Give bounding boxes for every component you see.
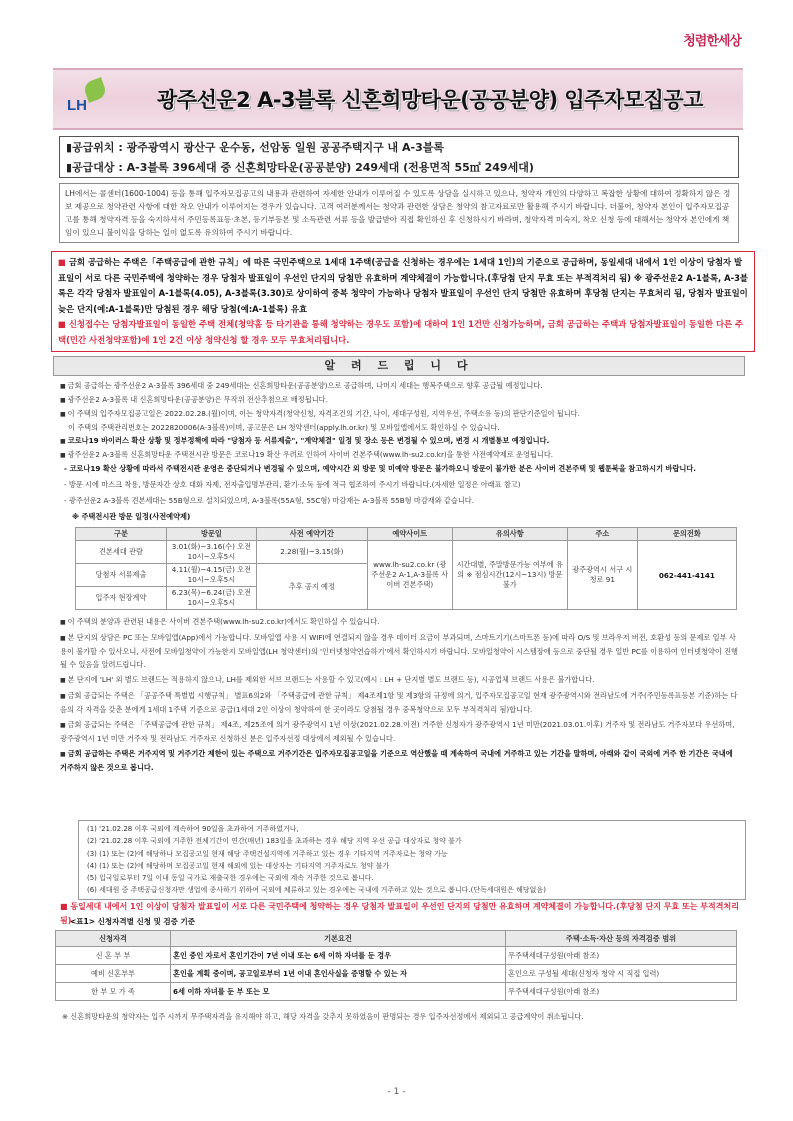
warning-3: ■ 동일세대 내에서 1인 이상이 당첨자 발표일이 서로 다른 국민주택에 청약하는 경우 당첨자 발표일이 우선인 단지의 당첨만 유효하며 계약체결이 가능합니다.(후당첨 단지 무효 또는 부적격처리 됨). xyxy=(60,902,739,925)
table-cell: 2.28(월)~3.15(화) xyxy=(256,541,367,564)
table-cell: 무주택세대구성원(아래 참조) xyxy=(506,947,737,965)
list-item: (2) '21.02.28 이후 국외에 거주한 전체기간이 연간(매년) 183일을 초과하는 경우 해당 지역 우선 공급 대상자로 청약 불가 xyxy=(87,837,462,846)
table-cell: 한 부 모 가 족 xyxy=(56,983,171,1001)
table-cell: 혼인을 계획 중이며, 공고일로부터 1년 이내 혼인사실을 증명할 수 있는 자 xyxy=(171,965,506,983)
table-cell: 6.23(목)~6.24(금) 오전10시~오후5시 xyxy=(166,587,256,610)
supply-info xyxy=(59,136,739,178)
list-item: (5) 입국일로부터 7일 이내 동일 국가로 재출국한 경우에는 국외에 계속 거주한 것으로 봅니다. xyxy=(87,874,374,883)
supply-location: ▮공급위치 : 광주광역시 광산구 운수동, 선암동 일원 공공주택지구 내 A-3블록 xyxy=(66,141,444,154)
table-cell: 추후 공지 예정 xyxy=(256,564,367,610)
list-item: ■ 금회 공급하는 광주선운2 A-3블록 396세대 중 249세대는 신혼희망타운(공공분양)으로 공급하며, 나머지 세대는 행복주택으로 향후 공급될 예정입니다. xyxy=(60,379,740,393)
notice-list xyxy=(60,379,740,523)
page-title: 광주선운2 A-3블록 신혼희망타운(공공분양) 입주자모집공고 xyxy=(157,88,703,112)
list-item: ■ 금회 공급하는 주택은 거주지역 및 거주기간 제한이 있는 주택으로 거주기간은 입주자모집공고일을 기준으로 역산했을 때 계속하여 국내에 거주하고 있는 기간을 말하며, 아래와 같이 국외에 거주 한 기간은 국내에 거주하지 않은 것으로 봅니다. xyxy=(60,747,740,774)
table-cell: 혼인 중인 자로서 혼인기간이 7년 이내 또는 6세 이하 자녀를 둔 경우 xyxy=(171,947,506,965)
integrity-logo: 청렴한세상 xyxy=(683,34,741,49)
table-cell: 4.11(월)~4.15(금) 오전10시~오후5시 xyxy=(166,564,256,587)
warning-box xyxy=(51,251,755,352)
table-header: 기본요건 xyxy=(171,931,506,947)
schedule-title: ※ 주택전시관 방문 일정(사전예약제) xyxy=(72,512,191,521)
table-cell: www.lh-su2.co.kr (광주선운2 A-1,A-3블록 사이버 견본주택) xyxy=(367,541,452,610)
list-item: ■ 금회 공급되는 주택은 「주택공급에 관한 규칙」 제4조, 제25조에 의거 광주광역시 1년 이상(2021.02.28.이전) 거주한 신청자가 광주광역시 1년 미만(2021.03.01.이후) 거주자 및 전라남도 거주자보다 우선하며, 광주광역시 1년 미만 거주자 및 전라남도 거주자로 신청하신 분은 입주자선정 대상에서 제외될 수 있습니다. xyxy=(60,718,740,745)
list-item: ■ 본 단지에 'LH' 외 별도 브랜드는 적용하지 않으나, LH를 제외한 서브 브랜드는 사용할 수 있고(예시 : LH + 단지별 별도 브랜드 등), 시공업체 브랜드 사용은 불가합니다. xyxy=(60,673,740,687)
page-number: - 1 - xyxy=(387,1087,406,1097)
table-cell: 광주광역시 서구 시청로 91 xyxy=(567,541,637,610)
list-item: ■ 광주선운2 A-3블록 신혼희망타운 주택전시관 방문은 코로나19 확산 우려로 인하여 사이버 견본주택(www.lh-su2.co.kr)을 통한 사전예약제로 운영됩니다. xyxy=(60,448,740,462)
table-cell: 혼인으로 구성될 세대(신청자 청약 시 직접 입력) xyxy=(506,965,737,983)
table-cell: 시간대별, 주말방문가능 여부에 유의 ※ 점심시간(12시~13시) 방문 불가 xyxy=(452,541,567,610)
table-cell: 입주자 현장계약 xyxy=(76,587,167,610)
table-cell: 신 혼 부 부 xyxy=(56,947,171,965)
table-cell: 6세 이하 자녀를 둔 부 또는 모 xyxy=(171,983,506,1001)
consult-notice: LH에서는 콜센터(1600-1004) 등을 통해 입주자모집공고의 내용과 관련하여 자세한 안내가 이루어질 수 있도록 상담을 실시하고 있으나, 청약자 개인의 다양하고 복잡한 상황에 대하여 정확하지 않은 정보 제공으로 청약관련 사항에 대한 착오 안내가 이루어지는 경우가 있습니다. 고객 여러분께서는 청약과 관련한 상담은 청약의 참고자료로만 활용해 주시기 바랍니다. 더불어, 청약자 본인이 입주자모집공고를 통해 청약자격 등을 숙지하셔서 주민등록표등·초본, 등기부등본 및 소득관련 서류 등을 발급받아 직접 확인하신 후 신청하시기 바라며, 청약자격 미숙지, 착오 신청 등에 대해서는 청약자 본인에게 책임이 있으니 불이익을 당하는 일이 없도록 유의하여 주시기 바랍니다. xyxy=(59,183,739,243)
warning-2: ■ 신청접수는 당첨자발표일이 동일한 주택 전체(청약홈 등 타기관을 통해 청약하는 경우도 포함)에 대하여 1인 1건만 신청가능하며, 금회 공급하는 주택과 당첨자발표일이 동일한 다른 주택(민간 사전청약포함)에 1인 2건 이상 청약신청 할 경우 모두 무효처리됩니다. xyxy=(58,319,744,345)
supply-target: ▮공급대상 : A-3블록 396세대 중 신혼희망타운(공공분양) 249세대 (전용면적 55㎡ 249세대) xyxy=(66,161,534,174)
list-item: ■ 광주선운2 A-3블록 내 신혼희망타운(공공분양)은 무작위 전산추첨으로 배정됩니다. xyxy=(60,393,740,407)
warning-1: ■ 금회 공급하는 주택은「주택공급에 관한 규칙」에 따른 국민주택으로 1세대 1주택(공급을 신청하는 경우에는 1세대 1인)의 기준으로 공급하며, 동일세대 내에서 1인 이상이 당첨자 발표일이 서로 다른 국민주택에 청약하는 경우 당첨자 발표일이 우선인 단지의 당첨만 유효하며 계약체결이 가능합니다.(후당첨 단지 무효 또는 부적격처리 됨) ※ 광주선운2 A-1블록, A-3블록은 각각 당첨자 발표일이 A-1블록(4.05), A-3블록(3.30)로 상이하여 중복 청약이 가능하나 당첨자 발표일이 우선인 단지 당첨만 유효하며 후당첨 단지는 무효처리 됨, 당첨자 발표일이 늦은 단지(예:A-1블록)만 당첨된 경우 해당 당첨(예:A-1블록) 유효 xyxy=(58,257,749,314)
list-item: (1) '21.02.28 이후 국외에 계속하여 90일을 초과하여 거주하였거나, xyxy=(87,825,299,833)
title-band xyxy=(53,68,743,130)
table-header: 주소 xyxy=(567,528,637,541)
list-item: (6) 세대원 중 주택공급신청자만 생업에 종사하기 위하여 국외에 체류하고 있는 경우에는 국내에 거주하고 있는 것으로 봅니다.(단독세대원은 해당없음) xyxy=(87,886,546,895)
table-cell: 3.01(화)~3.16(수) 오전10시~오후5시 xyxy=(166,541,256,564)
list-item: ■ 금회 공급되는 주택은 「공공주택 특별법 시행규칙」 별표6의2와 「주택공급에 관한 규칙」 제4조제1항 및 제3항의 규정에 의거, 입주자모집공고일 현재 광주광역시와 전라남도에 거주(주민등록표등본 기준)하는 다음의 각 자격을 갖춘 분에게 1세대 1주택 기준으로 공급(1세대 2인 이상이 청약하여 한 곳이라도 당첨될 경우 중복청약으로 모두 부적격처리 됨)합니다. xyxy=(60,689,740,716)
overseas-footnotes xyxy=(78,820,746,900)
list-item: - 방문 시에 마스크 착용, 방문자간 상호 대화 자제, 전자출입명부관리, 환기·소독 등에 적극 협조하여 주시기 바랍니다.(자세한 일정은 아래표 참고) xyxy=(64,480,521,489)
lh-logo-icon: LH xyxy=(65,80,117,118)
criteria-table xyxy=(55,930,737,1001)
table-header: 사전 예약기간 xyxy=(256,528,367,541)
table-cell: 예비 신혼부부 xyxy=(56,965,171,983)
list-item: ■ 코로나19 바이러스 확산 상황 및 정부정책에 따라 "당첨자 등 서류제출", "계약체결" 일정 및 장소 등은 변경될 수 있으며, 변경 시 개별통보 예정입니다. xyxy=(60,434,740,448)
list-item: 이 주택의 주택관리번호는 2022820006(A-3블록)이며, 공고문은 LH 청약센터(apply.lh.or.kr) 및 모바일앱에서도 확인하실 수 있습니다. xyxy=(68,423,500,432)
list-item: ■ 이 주택의 입주자모집공고일은 2022.02.28.(월)이며, 이는 청약자격(청약신청, 자격조건의 기간, 나이, 세대구성원, 지역우선, 주택소유 등)의 판단기준일이 됩니다. xyxy=(60,407,740,421)
list-item: (3) (1) 또는 (2)에 해당하나 모집공고일 현재 해당 주택건설지역에 거주하고 있는 경우 기타지역 거주자로는 청약 가능 xyxy=(87,849,448,858)
list-item: - 코로나19 확산 상황에 따라서 주택전시관 운영은 중단되거나 변경될 수 있으며, 예약시간 외 방문 및 미예약 방문은 불가하오니 방문이 불가한 분은 사이버 견본주택 및 웹툰북을 참고하시기 바랍니다. xyxy=(64,464,697,473)
table-header: 문의전화 xyxy=(637,528,736,541)
table-cell: 무주택세대구성원(아래 참조) xyxy=(506,983,737,1001)
table-header: 주택·소득·자산 등의 자격검증 범위 xyxy=(506,931,737,947)
list-item: ■ 이 주택의 분양과 관련된 내용은 사이버 견본주택(www.lh-su2.co.kr)에서도 확인하실 수 있습니다. xyxy=(60,615,740,629)
table-cell: 당첨자 서류제출 xyxy=(76,564,167,587)
table-cell: 견본세대 관람 xyxy=(76,541,167,564)
notice-list-2 xyxy=(60,615,740,774)
notice-heading: 알 려 드 립 니 다 xyxy=(53,356,745,376)
table-header: 방문일 xyxy=(166,528,256,541)
table-header: 구분 xyxy=(76,528,167,541)
table-cell: 062-441-4141 xyxy=(637,541,736,610)
table-header: 신청자격 xyxy=(56,931,171,947)
schedule-table xyxy=(75,527,737,610)
list-item: - 광주선운2 A-3블록 견본세대는 55B형으로 설치되었으며, A-3블록(55A형, 55C형) 마감재는 A-3블록 55B형 마감재와 같습니다. xyxy=(64,496,474,505)
criteria-title: <표1> 신청자격별 신청 및 검증 기준 xyxy=(70,917,196,926)
table-header: 예약사이트 xyxy=(367,528,452,541)
criteria-note: ※ 신혼희망타운의 청약자는 입주 시까지 무주택자격을 유지해야 하고, 해당 자격을 갖추지 못하였음이 판명되는 경우 입주자선정에서 제외되고 공급계약이 취소됩니다. xyxy=(62,1012,584,1021)
table-header: 유의사항 xyxy=(452,528,567,541)
list-item: (4) (1) 또는 (2)에 해당하며 모집공고일 현재 해외에 있는 대상자는 기타지역 거주자로도 청약 불가 xyxy=(87,861,390,870)
list-item: ■ 본 단지의 상담은 PC 또는 모바일앱(App)에서 가능합니다. 모바일앱 사용 시 WIFI에 연결되지 않을 경우 데이터 요금이 부과되며, 스마트기기(스마트폰 등)에 따라 O/S 및 브라우저 버전, 호환성 등의 문제로 일부 사용이 불가할 수 있사오니, 사전에 모바일청약이 가능한지 모바일앱(LH 청약센터)의 '인터넷청약연습하기'에서 확인하시기 바랍니다. 모바일청약이 시스템장애 등으로 중단될 경우 일반 PC를 이용하여 인터넷청약이 진행될 수 있음을 알려드립니다. xyxy=(60,631,740,671)
